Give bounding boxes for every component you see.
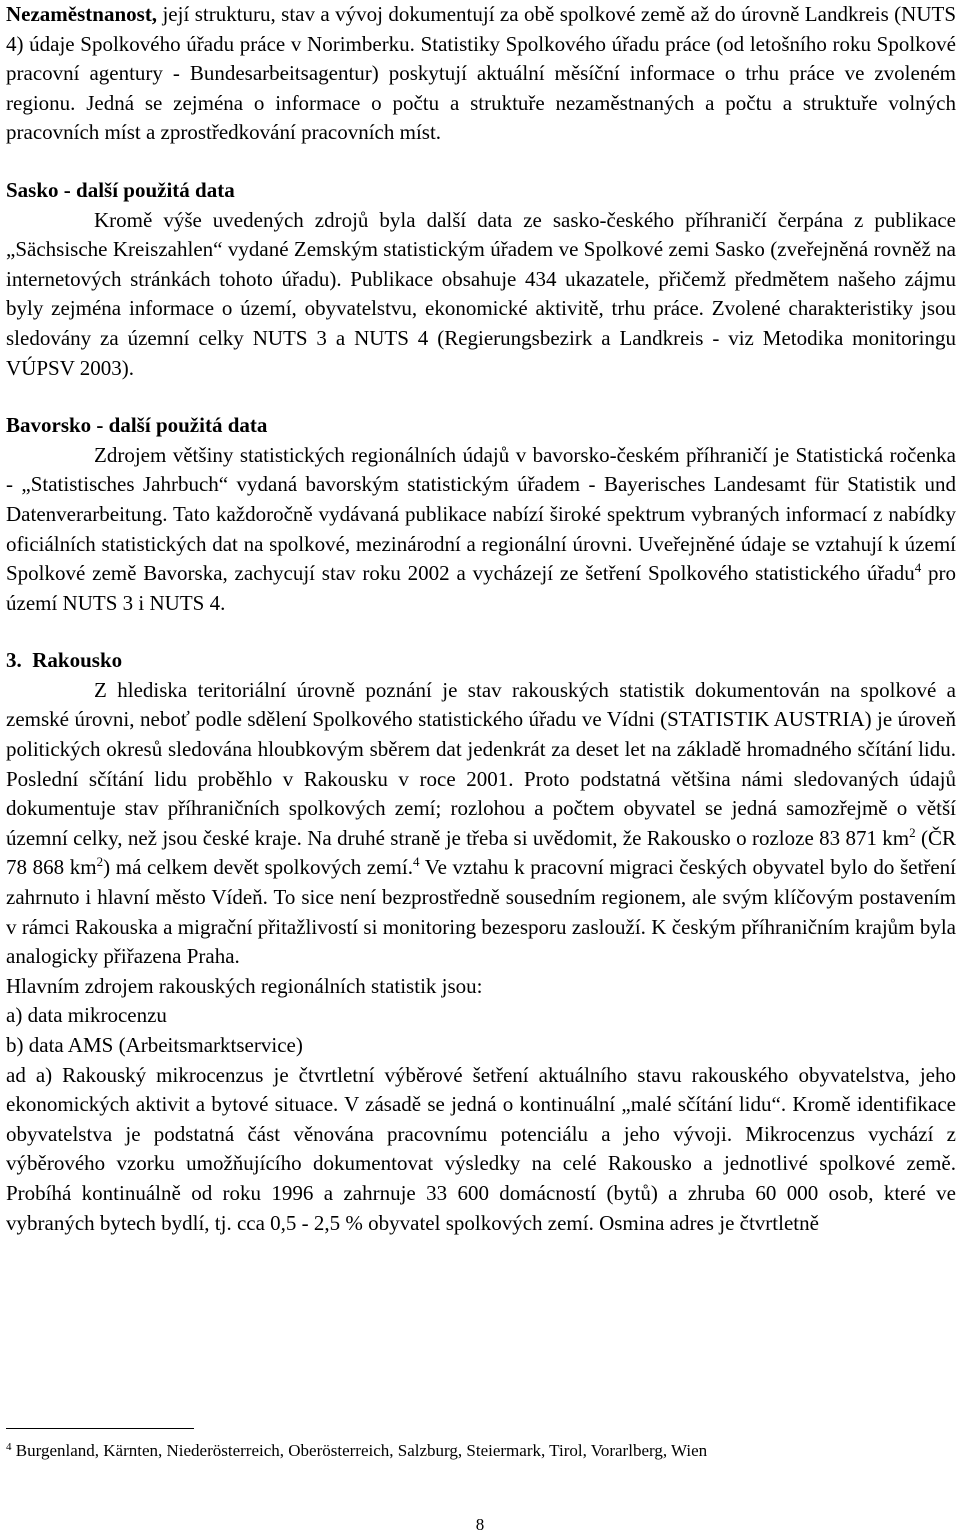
austria-heading — [6, 646, 956, 676]
austria-heading-number: 3. — [6, 648, 22, 673]
unemployment-paragraph — [6, 0, 956, 148]
km2-sup-2: 2 — [96, 854, 104, 870]
austria-text-b: (ČR 78 868 km — [6, 825, 956, 880]
footnote-divider — [6, 1428, 194, 1429]
source-item-a: a) data mikrocenzu — [6, 1003, 167, 1028]
footnote-ref-2: 4 — [412, 854, 420, 870]
footnote-text: Burgenland, Kärnten, Niederösterreich, Oberösterreich, Salzburg, Steiermark, Tirol, Vorarlberg, Wien — [11, 1441, 708, 1460]
page-number: 8 — [475, 1515, 485, 1534]
austria-heading-title: Rakousko — [32, 648, 123, 673]
saxony-heading: Sasko - další použitá data — [6, 177, 235, 202]
footnote-ref: 4 — [914, 560, 922, 576]
km2-sup-1: 2 — [909, 824, 916, 840]
sources-intro: Hlavním zdrojem rakouských regionálních statistik jsou: — [6, 973, 483, 998]
austria-paragraph-2: ad a) Rakouský mikrocenzus je čtvrtletní výběrové šetření aktuálního stavu rakouského obyvatelstva, jeho ekonomických aktivit a bytové situace. V zásadě se jedná o kontinuální „malé sčítání lidu“. Kromě identifikace obyvatelstva je podstatná část věnována pracovnímu potenciálu a jeho vývoji. Mikrocenzus vychází z výběrového vzorku umožňujícího dokumentovat výsledky na celé Rakousko a jednotlivé spolkové země. Probíhá kontinuálně od roku 1996 a zahrnuje 33 600 domácností (bytů) a zhruba 60 000 osob, které ve vybraných bytech bydlí, tj. cca 0,5 - 2,5 % obyvatel spolkových zemí. Osmina adres je čtvrtletně — [6, 1062, 956, 1235]
document-page — [6, 0, 956, 1238]
bavaria-text-1: Zdrojem většiny statistických regionálních údajů v bavorsko-českém příhraničí je Statistická ročenka - „Statistisches Jahrbuch“ vydaná bavorským statistickým úřadem - Bayerisches Landesamt für Statistik und Datenverarbeitung. Tato každoročně vydávaná publikace nabízí široké spektrum vybraných informací z nabídky oficiálních statistických dat na spolkové, mezinárodní a regionální úrovni. Uveřejněné údaje se vztahují k území Spolkové země Bavorska, zachycují stav roku 2002 a vycházejí ze šetření Spolkového statistického úřadu — [6, 442, 956, 586]
austria-text-c: ) má celkem devět spolkových zemí. — [103, 855, 413, 880]
austria-text-d: Ve vztahu k pracovní migraci českých obyvatel bylo do šetření zahrnuto i hlavní město Vídeň. To sice není bezprostředně sousedním regionem, ale svým klíčovým postavením v rámci Rakouska a migrační přitažlivostí si monitoring bezesporu zaslouží. K českým příhraničním krajům byla analogicky přiřazena Praha. — [6, 855, 956, 969]
source-item-b: b) data AMS (Arbeitsmarktservice) — [6, 1033, 303, 1057]
bavaria-text-2: pro území NUTS 3 i NUTS 4. — [6, 561, 956, 615]
bavaria-paragraph — [6, 441, 956, 619]
unemployment-lead: Nezaměstnanost, — [6, 2, 158, 26]
bavaria-heading: Bavorsko - další použitá data — [6, 413, 268, 438]
saxony-paragraph: Kromě výše uvedených zdrojů byla další data ze sasko-českého příhraničí čerpána z publikace „Sächsische Kreiszahlen“ vydané Zemským statistickým úřadem ve Spolkové zemi Sasko (zveřejněná rovněž na internetových stránkách tohoto úřadu). Publikace obsahuje 434 ukazatele, přičemž předmětem našeho zájmu byly zejména informace o území, obyvatelstvu, ekonomické aktivitě, trhu práce. Zvolené charakteristiky jsou sledovány za územní celky NUTS 3 a NUTS 4 (Regierungsbezirk a Landkreis - viz Metodika monitoringu VÚPSV 2003). — [6, 207, 956, 380]
austria-paragraph-1 — [6, 676, 956, 972]
unemployment-text: její strukturu, stav a vývoj dokumentují za obě spolkové země až do úrovně Landkreis (NUTS 4) údaje Spolkového úřadu práce v Norimberku. Statistiky Spolkového úřadu práce (od letošního roku Spolkové pracovní agentury - Bundesarbeitsagentur) poskytují aktuální měsíční informace o trhu práce ve zvoleném regionu. Jedná se zejména o informace o počtu a struktuře nezaměstnaných a počtu a struktuře volných pracovních míst a zprostředkování pracovních míst. — [6, 2, 956, 145]
austria-text-a: Z hlediska teritoriální úrovně poznání je stav rakouských statistik dokumentován na spolkové a zemské úrovni, neboť podle sdělení Spolkového statistického úřadu ve Vídni (STATISTIK AUSTRIA) je úroveň politických okresů sledována hloubkovým sběrem dat jedenkrát za deset let na základě hromadného sčítání lidu. Poslední sčítání lidu proběhlo v Rakousku v roce 2001. Proto podstatná většina námi sledovaných údajů dokumentuje stav příhraničních spolkových zemí; rozlohou a počtem obyvatel se jedná samozřejmě o větší územní celky, než jsou české kraje. Na druhé straně je třeba si uvědomit, že Rakousko o rozloze 83 871 km — [6, 677, 956, 850]
footnote — [6, 1440, 956, 1462]
footnote-mark: 4 — [6, 1441, 12, 1453]
